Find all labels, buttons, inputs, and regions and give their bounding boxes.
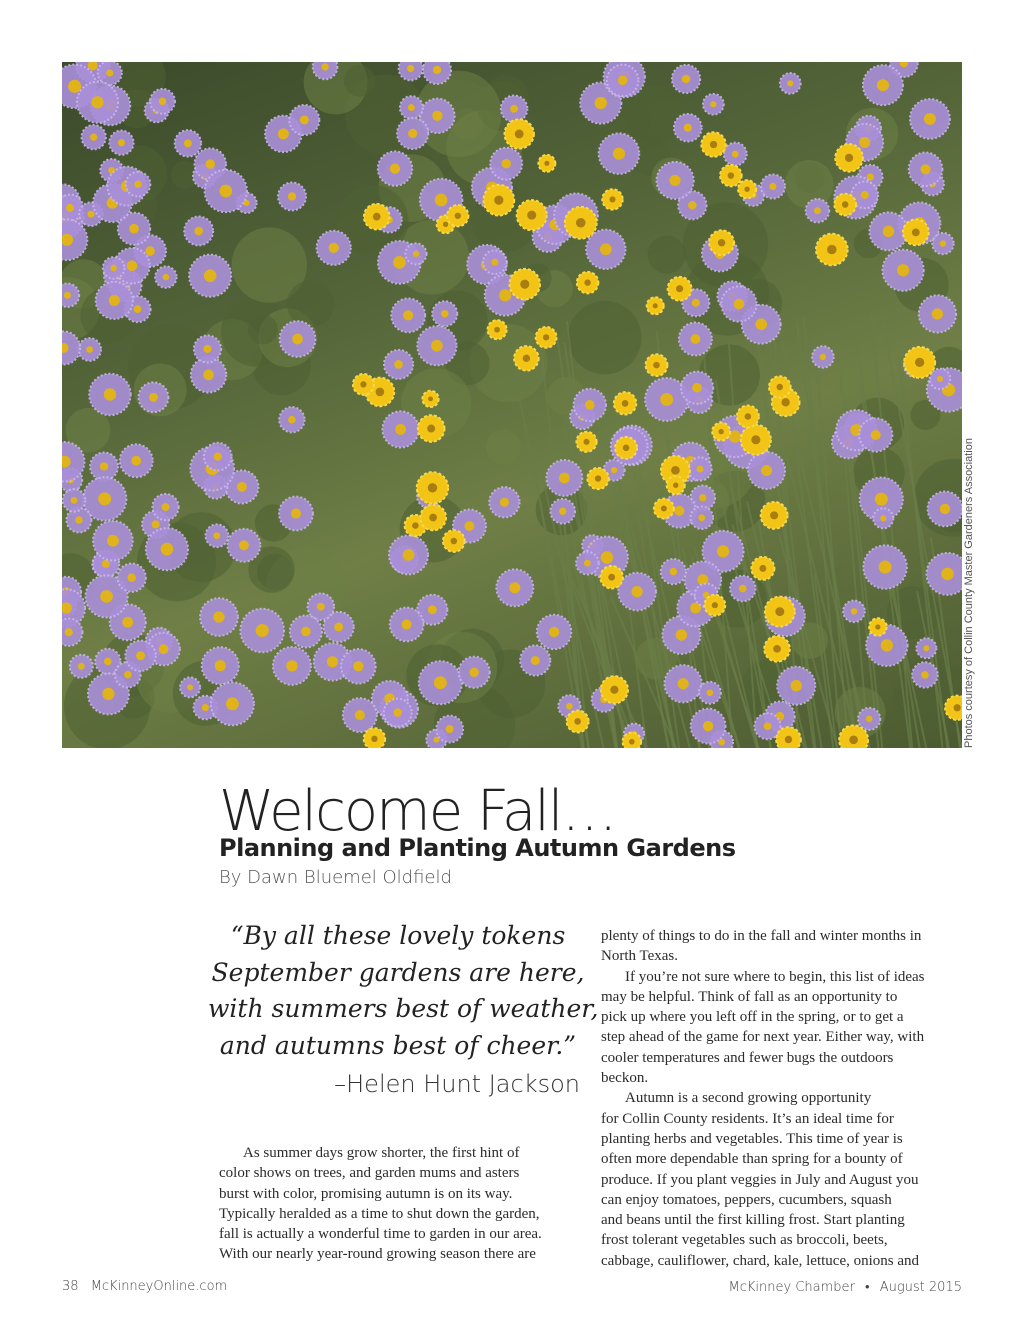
footer-right (729, 1279, 962, 1295)
article-title: Welcome Fall… (219, 779, 616, 844)
body-paragraph: As summer days grow shorter, the first hint of color shows on trees, and garden mums and asters burst with color, promising autumn is on its way. Typically heralded as a time to shut down the garden, fall is actually a wonderful time to garden in our area. With our nearly year-round growing season there are (219, 1145, 542, 1263)
footer-left (62, 1279, 227, 1294)
quote-line: with summers best of weather, (208, 994, 599, 1023)
body-paragraph: If you’re not sure where to begin, this list of ideas may be helpful. Think of fall as an opportunity to pick up where you left off in the spring, or to get a step ahead of the game for next year. Either way, with cooler temperatures and fewer bugs the outdoors beckon. (601, 968, 925, 1087)
body-paragraph: plenty of things to do in the fall and winter months in North Texas. (601, 928, 922, 965)
footer-website-link[interactable]: McKinneyOnline.com (90, 1279, 228, 1294)
footer-issue-date: August 2015 (879, 1280, 962, 1295)
flower-garden-illustration (62, 62, 962, 748)
pull-quote (208, 918, 599, 1064)
quote-line: September gardens are here, (211, 957, 585, 987)
body-column-right (601, 926, 971, 1271)
quote-line: “By all these lovely tokens (230, 921, 566, 950)
article-byline: By Dawn Bluemel Oldfield (219, 867, 452, 888)
quote-attribution: –Helen Hunt Jackson (334, 1070, 580, 1098)
body-column-left (219, 1143, 589, 1265)
photo-credit: Photos courtesy of Collin County Master Gardeners Association (963, 438, 975, 748)
article-subtitle: Planning and Planting Autumn Gardens (219, 834, 736, 862)
hero-photo-asters (62, 62, 962, 748)
page-number: 38 (62, 1279, 79, 1294)
footer-separator: • (865, 1280, 870, 1295)
footer-publication: McKinney Chamber (728, 1280, 855, 1295)
quote-line: and autumns best of cheer.” (219, 1030, 577, 1060)
body-paragraph: Autumn is a second growing opportunity for Collin County residents. It’s an ideal time for planting herbs and vegetables. This time of year is often more dependable than spring for a bounty of produce. If you plant veggies in July and August you can enjoy tomatoes, peppers, cucumbers, squash and beans until the first killing frost. Start planting frost tolerant vegetables such as broccoli, beets, cabbage, cauliflower, chard, kale, lettuce, onions and (601, 1090, 920, 1269)
